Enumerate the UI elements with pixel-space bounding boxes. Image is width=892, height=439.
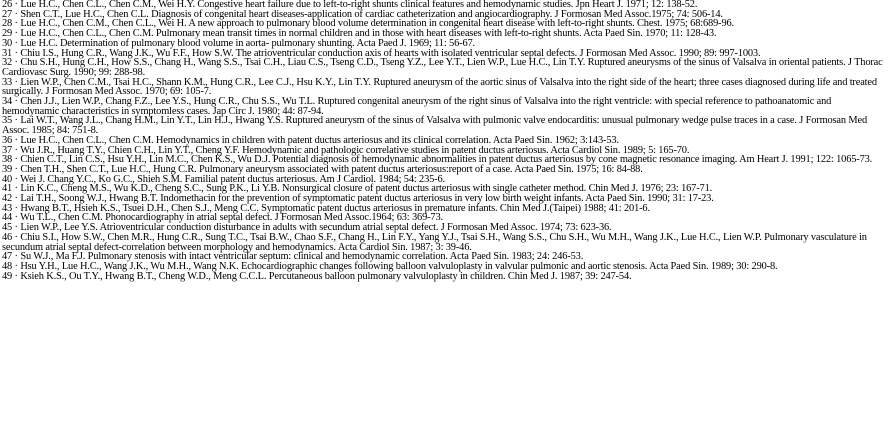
reference-number: 34 bbox=[2, 96, 13, 108]
reference-number: 28 bbox=[2, 18, 13, 30]
reference-text: Lue H.C., Chen C.L., Chen C.M., Wei H.Y. Congestive heart failure due to left-to-right shunts clinical features and hemodynamic studies. Jpn Heart J. 1971; 12: 138-52. bbox=[20, 0, 698, 10]
reference-separator: · bbox=[12, 163, 21, 175]
reference-number: 48 bbox=[2, 260, 13, 272]
reference-separator: · bbox=[12, 47, 21, 59]
reference-separator: · bbox=[12, 76, 21, 88]
reference-number: 40 bbox=[2, 173, 13, 185]
reference-text: Chien C.T., Lin C.S., Hsu Y.H., Lin M.C., Chen K.S., Wu D.J. Potential diagnosis of hemodynamic abnormalities in patent ductus arteriosus by cone magnetic resonance imaging. Am Heart J. 1991; 122: 1065-73. bbox=[20, 154, 873, 166]
reference-text: Hwang B.T., Hsieh K.S., Tsuei D.H., Chen S.J., Meng C.C. Symptomatic patent ductus arteriosus in premature infants. Chin Med J.(Taipei) 1988; 41: 201-6. bbox=[20, 202, 650, 214]
reference-separator: · bbox=[12, 115, 21, 127]
reference-separator: · bbox=[12, 222, 21, 234]
reference-number: 44 bbox=[2, 212, 13, 224]
reference-separator: · bbox=[12, 270, 21, 282]
reference-number: 38 bbox=[2, 154, 13, 166]
reference-separator: · bbox=[12, 260, 21, 272]
reference-text: Hsu Y.H., Lue H.C., Wang J.K., Wu M.H., Wang N.K. Echocardiographic changes following balloon valvuloplasty in valvular pulmonic and aortic stenosis. Acta Paed Sin. 1989; 30: 290-8. bbox=[20, 260, 778, 272]
reference-text: Lue H.C., Chen C.M., Chen C.L., Wei H. A new approach to pulmonary blood volume determination in congenital heart disease with left-to-right shunts. Chest. 1975; 68:689-96. bbox=[20, 18, 734, 30]
reference-entry bbox=[2, 116, 888, 135]
reference-number: 43 bbox=[2, 202, 13, 214]
reference-text: Chen J.J., Lien W.P., Chang F.Z., Lee Y.S., Hung C.R., Chu S.S., Wu T.L. Ruptured congenital aneurysm of the right sinus of Valsalva into the right ventricle: with special reference to pathoanatomic and hemodynamic characteristics in symptomless cases. Jap Circ J. 1980; 44: 87-94. bbox=[2, 96, 832, 117]
reference-entry bbox=[2, 78, 888, 97]
reference-separator: · bbox=[12, 96, 21, 108]
reference-number: 47 bbox=[2, 251, 13, 263]
reference-number: 46 bbox=[2, 231, 13, 243]
reference-text: Chu S.H., Hung C.H., How S.S., Chang H., Wang S.S., Tsai C.H., Liau C.S., Tseng C.D., Tseng Y.Z., Lee Y.T., Lien W.P., Lue H.C., Lin T.Y. Ruptured aneurysms of the sinus of Valsalva in oriental patients. J Thorac Cardiovasc Surg. 1990; 99: 288-98. bbox=[2, 57, 883, 78]
reference-number: 39 bbox=[2, 163, 13, 175]
reference-separator: · bbox=[12, 183, 21, 195]
reference-text: Chiu I.S., Hung C.R., Wang J.K., Wu F.F., How S.W. The atrioventricular conduction axis of hearts with isolated ventricular septal defects. J Formosan Med Assoc. 1990; 89: 997-1003. bbox=[20, 47, 761, 59]
reference-number: 29 bbox=[2, 28, 13, 40]
reference-text: Lue H.C., Chen C.L., Chen C.M. Hemodynamics in children with patent ductus arteriosus and its clinical correlation. Acta Paed Sin. 1962; 3:143-53. bbox=[20, 134, 619, 146]
reference-number: 37 bbox=[2, 144, 13, 156]
reference-text: Shen C.T., Lue H.C., Chen C.L. Diagnosis of congenital heart diseases-application of cardiac catheterization and angiocardiography. J Formosan Med Assoc.1975; 74: 506-14. bbox=[20, 8, 723, 20]
reference-number: 33 bbox=[2, 76, 13, 88]
reference-entry bbox=[2, 97, 888, 116]
reference-number: 30 bbox=[2, 37, 13, 49]
reference-text: Wei J. Chang Y.C., Ko G.C., Shieh S.M. Familial patent ductus arteriosus. Am J Cardiol. 1984; 54: 235-6. bbox=[20, 173, 445, 185]
reference-separator: · bbox=[12, 154, 21, 166]
reference-text: Wu J.R., Huang T.Y., Chien C.H., Lin Y.T., Cheng Y.F. Hemodynamic and pathologic correlative studies in patent ductus arteriosus. Acta Cardiol Sin. 1989; 5: 165-70. bbox=[20, 144, 690, 156]
reference-entry bbox=[2, 58, 888, 77]
reference-number: 49 bbox=[2, 270, 13, 282]
reference-text: Wu T.L., Chen C.M. Phonocardiography in atrial septal defect. J Formosan Med Assoc.1964; 63: 369-73. bbox=[20, 212, 443, 224]
reference-number: 45 bbox=[2, 222, 13, 234]
reference-text: Chen T.H., Shen C.T., Lue H.C., Hung C.R. Pulmonary aneurysm associated with patent ductus arteriosus:report of a case. Acta Paed Sin. 1975; 16: 84-88. bbox=[20, 163, 643, 175]
reference-separator: · bbox=[12, 0, 21, 10]
reference-text: Lai T.H., Soong W.J., Hwang B.T. Indomethacin for the prevention of symptomatic patent ductus arteriosus in very low birth weight infants. Acta Paed Sin. 1990; 31: 17-23. bbox=[20, 193, 714, 205]
reference-text: Lai W.T., Wang J.L., Chang H.M., Lin Y.T., Lin H.J., Hwang Y.S. Ruptured aneurysm of the sinus of Valsalva with pulmonic valve endocarditis: unusual pulmonary wedge pulse traces in a case. J Formosan Med Assoc. 1985; 84: 751-8. bbox=[2, 115, 867, 137]
reference-list bbox=[2, 0, 888, 281]
reference-separator: · bbox=[12, 37, 21, 49]
reference-separator: · bbox=[12, 134, 21, 146]
reference-text: Ksieh K.S., Ou T.Y., Hwang B.T., Cheng W.D., Meng C.C.L. Percutaneous balloon pulmonary valvuloplasty in children. Chin Med J. 1987; 39: 247-54. bbox=[20, 270, 632, 282]
reference-number: 32 bbox=[2, 57, 13, 69]
reference-separator: · bbox=[12, 144, 21, 156]
reference-number: 31 bbox=[2, 47, 13, 59]
reference-number: 41 bbox=[2, 183, 13, 195]
reference-separator: · bbox=[12, 193, 21, 205]
reference-number: 26 bbox=[2, 0, 13, 10]
reference-entry bbox=[2, 272, 888, 282]
reference-separator: · bbox=[12, 57, 21, 69]
reference-separator: · bbox=[12, 202, 21, 214]
reference-text: Lue H.C. Determination of pulmonary blood volume in aorta- pulmonary shunting. Acta Paed J. 1969; 11: 56-67. bbox=[20, 37, 475, 49]
reference-separator: · bbox=[12, 8, 21, 20]
reference-separator: · bbox=[12, 173, 21, 185]
reference-separator: · bbox=[12, 212, 21, 224]
reference-separator: · bbox=[12, 28, 21, 40]
reference-text: Su W.J., Ma F.J. Pulmonary stenosis with intact ventricular septum: clinical and hemodynamic correlation. Acta Paed Sin. 1983; 24: 246-53. bbox=[20, 251, 584, 263]
reference-entry bbox=[2, 233, 888, 252]
reference-number: 35 bbox=[2, 115, 13, 127]
reference-text: Lien W.P., Chen C.M., Tsai H.C., Shann K.M., Hung C.R., Lee C.J., Hsu K.Y., Lin T.Y. Ruptured aneurysm of the aortic sinus of Valsalva into the right side of the heart; three cases diagnosed during life and treated surgically. J Formosan Med Assoc. 1970; 69: 105-7. bbox=[2, 76, 877, 98]
reference-number: 36 bbox=[2, 134, 13, 146]
reference-text: Lien W.P., Lee Y.S. Atrioventricular conduction disturbance in adults with secundum atrial septal defect. J Formosan Med Assoc. 1974; 73: 623-36. bbox=[20, 222, 612, 234]
reference-text: Lue H.C., Chen C.L., Chen C.M. Pulmonary mean transit times in normal children and in those with heart diseases with left-to-right shunts. Acta Paed Sin. 1970; 11: 128-43. bbox=[20, 28, 717, 40]
reference-number: 42 bbox=[2, 193, 13, 205]
reference-text: Lin K.C., Cheng M.S., Wu K.D., Cheng S.C., Sung P.K., Li Y.B. Nonsurgical closure of patent ductus arteriosus with single catheter method. Chin Med J. 1976; 23: 167-71. bbox=[20, 183, 713, 195]
reference-separator: · bbox=[12, 231, 21, 243]
reference-text: Chiu S.I., How S.W., Chen M.R., Hung C.R., Sung T.C., Tsai B.W., Chao S.F., Chang H., Lin F.Y., Yang Y.J., Tsai S.H., Wang S.S., Chu S.H., Wu M.H., Wang J.K., Lue H.C., Lien W.P. Pulmonary vasculature in secundum atrial septal defect-correlation between morphology and hemodynamics. Acta Cardiol Sin. 1987; 3: 39-46. bbox=[2, 231, 867, 253]
reference-separator: · bbox=[12, 251, 21, 263]
reference-number: 27 bbox=[2, 8, 13, 20]
reference-separator: · bbox=[12, 18, 21, 30]
